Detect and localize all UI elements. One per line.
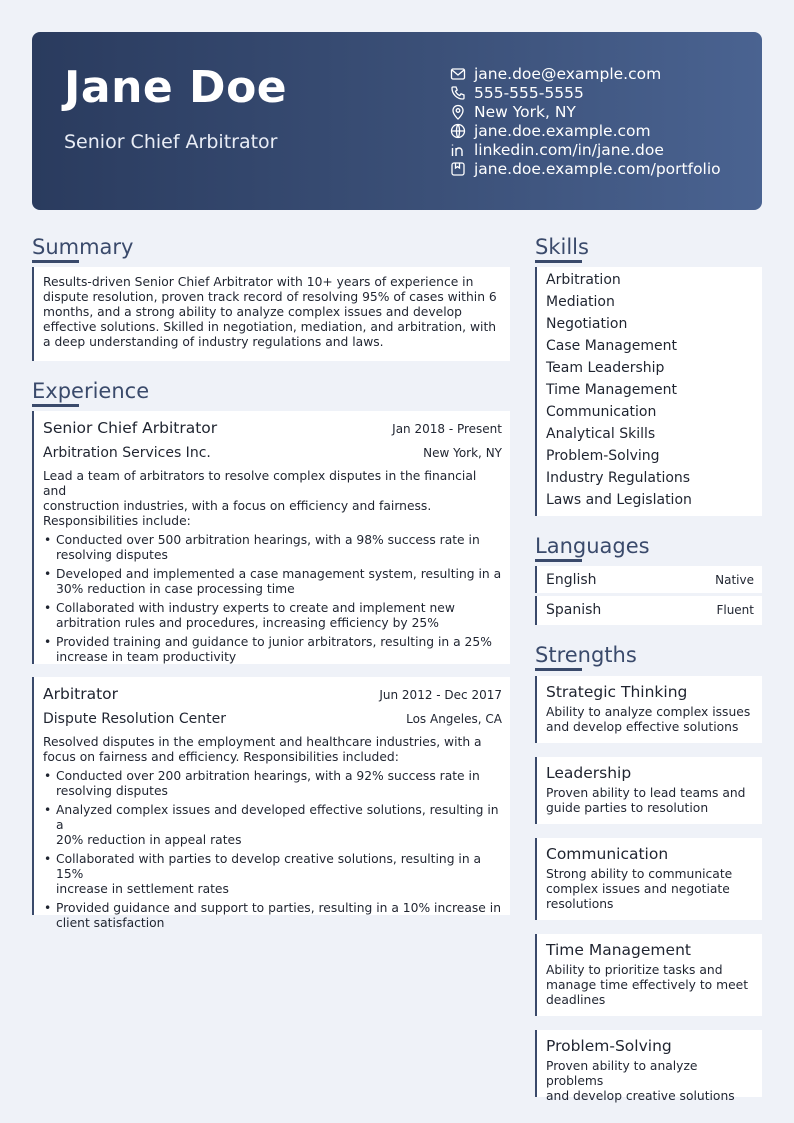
mail-icon: [450, 66, 466, 82]
strength-description-line: manage time effectively to meet: [546, 978, 749, 992]
job-bullet: [56, 852, 502, 897]
contact-list: [450, 64, 721, 178]
job-card: [32, 677, 510, 930]
strength-description-line: and develop creative solutions: [546, 1089, 735, 1103]
strength-title: Time Management: [546, 941, 691, 959]
strength-description-line: Proven ability to analyze problems: [546, 1059, 698, 1088]
phone-icon: [450, 85, 466, 101]
contact-location: [450, 102, 721, 121]
bullet-line: • Conducted over 500 arbitration hearings, with a 98% success rate in: [56, 533, 480, 547]
job-location: Los Angeles, CA: [406, 712, 502, 726]
summary-line: months, and a strong ability to analyze complex issues and develop: [43, 305, 462, 319]
skill-item: Problem-Solving: [546, 448, 660, 464]
language-entry: [537, 596, 762, 623]
bullet-line: • Provided training and guidance to junior arbitrators, resulting in a 25%: [56, 635, 492, 649]
summary-line: a deep understanding of industry regulations and laws.: [43, 335, 384, 349]
job-bullets: [34, 533, 510, 665]
language-name: English: [546, 571, 597, 588]
experience-heading: Experience: [32, 379, 150, 403]
languages-heading-underline: [535, 559, 582, 562]
job-description-line: Resolved disputes in the employment and healthcare industries, with a: [43, 735, 482, 749]
job-description-line: focus on fairness and efficiency. Responsibilities included:: [43, 750, 399, 764]
strengths-heading: Strengths: [535, 643, 637, 667]
skill-item: Negotiation: [546, 316, 628, 332]
strength-description: [537, 959, 762, 1008]
language-row: [535, 596, 762, 625]
strength-description: [537, 782, 762, 816]
summary-heading: Summary: [32, 235, 134, 259]
job-bullet: [56, 769, 502, 799]
skill-item: Case Management: [546, 338, 677, 354]
summary-heading-underline: [32, 260, 79, 263]
job-date: Jun 2012 - Dec 2017: [379, 688, 502, 702]
contact-linkedin-text: linkedin.com/in/jane.doe: [474, 140, 664, 159]
language-level: Fluent: [716, 602, 754, 617]
bullet-line: 30% reduction in case processing time: [56, 582, 295, 596]
bullet-line: • Analyzed complex issues and developed effective solutions, resulting in a: [56, 803, 499, 832]
strength-card: [535, 676, 762, 743]
summary-line: dispute resolution, proven track record of resolving 95% of cases within 6: [43, 290, 497, 304]
strength-description-line: Strong ability to communicate: [546, 867, 733, 881]
skill-item: Team Leadership: [546, 360, 665, 376]
bullet-line: client satisfaction: [56, 916, 165, 930]
job-description-line: construction industries, with a focus on efficiency and fairness.: [43, 499, 432, 513]
job-card: [32, 411, 510, 664]
skill-item: Analytical Skills: [546, 426, 656, 442]
language-level: Native: [715, 572, 754, 587]
languages-heading: Languages: [535, 534, 650, 558]
summary-line: effective solutions. Skilled in negotiation, mediation, and arbitration, with: [43, 320, 497, 334]
candidate-title: Senior Chief Arbitrator: [64, 131, 278, 153]
strength-description: [537, 863, 762, 912]
skill-item: Laws and Legislation: [546, 492, 692, 508]
bullet-line: • Developed and implemented a case management system, resulting in a: [56, 567, 502, 581]
contact-email[interactable]: [450, 64, 721, 83]
job-description: [34, 461, 510, 529]
job-subheader: [34, 437, 510, 461]
job-company: Arbitration Services Inc.: [43, 445, 211, 461]
skill-item: Time Management: [546, 382, 677, 398]
strength-description-line: Ability to prioritize tasks and: [546, 963, 723, 977]
strength-description-line: complex issues and negotiate: [546, 882, 730, 896]
skills-heading-underline: [535, 260, 582, 263]
job-location: New York, NY: [423, 446, 502, 460]
job-subheader: [34, 703, 510, 727]
job-header: [34, 411, 510, 437]
strength-description-line: Proven ability to lead teams and: [546, 786, 746, 800]
strength-title: Problem-Solving: [546, 1037, 672, 1055]
strength-title: Communication: [546, 845, 669, 863]
summary-text: [34, 267, 510, 350]
bullet-line: • Conducted over 200 arbitration hearings, with a 92% success rate in: [56, 769, 480, 783]
portfolio-icon: [450, 161, 466, 177]
job-description-line: Responsibilities include:: [43, 514, 191, 528]
job-bullets: [34, 769, 510, 931]
experience-heading-underline: [32, 404, 79, 407]
bullet-line: increase in team productivity: [56, 650, 237, 664]
bullet-line: resolving disputes: [56, 784, 168, 798]
strength-description-line: Ability to analyze complex issues: [546, 705, 751, 719]
bullet-line: increase in settlement rates: [56, 882, 229, 896]
contact-portfolio[interactable]: [450, 159, 721, 178]
language-name: Spanish: [546, 601, 602, 618]
job-description-line: Lead a team of arbitrators to resolve complex disputes in the financial and: [43, 469, 477, 498]
job-bullet: [56, 601, 502, 631]
strength-description: [537, 701, 762, 735]
globe-icon: [450, 123, 466, 139]
strength-card: [535, 1030, 762, 1103]
job-company: Dispute Resolution Center: [43, 711, 226, 727]
bullet-line: arbitration rules and procedures, increasing efficiency by 25%: [56, 616, 439, 630]
contact-location-text: New York, NY: [474, 102, 576, 121]
skill-item: Mediation: [546, 294, 615, 310]
job-bullet: [56, 635, 502, 665]
skill-item: Communication: [546, 404, 657, 420]
job-date: Jan 2018 - Present: [392, 422, 502, 436]
linkedin-icon: [450, 142, 466, 158]
bullet-line: 20% reduction in appeal rates: [56, 833, 242, 847]
job-description: [34, 727, 510, 765]
job-bullet: [56, 803, 502, 848]
job-bullet: [56, 567, 502, 597]
contact-phone-text: 555-555-5555: [474, 83, 584, 102]
skills-card: [535, 267, 762, 516]
contact-phone[interactable]: [450, 83, 721, 102]
bullet-line: • Collaborated with parties to develop creative solutions, resulting in a 15%: [56, 852, 482, 881]
bullet-line: resolving disputes: [56, 548, 168, 562]
strength-description-line: deadlines: [546, 993, 606, 1007]
contact-email-text: jane.doe@example.com: [474, 64, 662, 83]
skills-heading: Skills: [535, 235, 589, 259]
job-bullet: [56, 901, 502, 931]
location-pin-icon: [450, 104, 466, 120]
contact-website-text: jane.doe.example.com: [474, 121, 651, 140]
candidate-name: Jane Doe: [64, 62, 288, 113]
strength-title: Strategic Thinking: [546, 683, 688, 701]
strength-description-line: guide parties to resolution: [546, 801, 709, 815]
job-bullet: [56, 533, 502, 563]
job-header: [34, 677, 510, 703]
strengths-heading-underline: [535, 668, 582, 671]
strength-card: [535, 934, 762, 1016]
strength-title: Leadership: [546, 764, 632, 782]
job-title: Senior Chief Arbitrator: [43, 419, 218, 437]
summary-card: [32, 267, 510, 361]
job-title: Arbitrator: [43, 685, 119, 703]
strength-card: [535, 757, 762, 824]
resume-header: [32, 32, 762, 210]
contact-linkedin[interactable]: [450, 140, 721, 159]
summary-line: Results-driven Senior Chief Arbitrator with 10+ years of experience in: [43, 275, 474, 289]
contact-website[interactable]: [450, 121, 721, 140]
bullet-line: • Provided guidance and support to parties, resulting in a 10% increase in: [56, 901, 501, 915]
bullet-line: • Collaborated with industry experts to create and implement new: [56, 601, 455, 615]
strength-description: [537, 1055, 762, 1104]
strength-card: [535, 838, 762, 920]
skill-item: Arbitration: [546, 272, 621, 288]
contact-portfolio-text: jane.doe.example.com/portfolio: [474, 159, 721, 178]
skill-item: Industry Regulations: [546, 470, 691, 486]
strength-description-line: resolutions: [546, 897, 614, 911]
language-row: [535, 566, 762, 593]
strength-description-line: and develop effective solutions: [546, 720, 739, 734]
language-entry: [537, 566, 762, 593]
